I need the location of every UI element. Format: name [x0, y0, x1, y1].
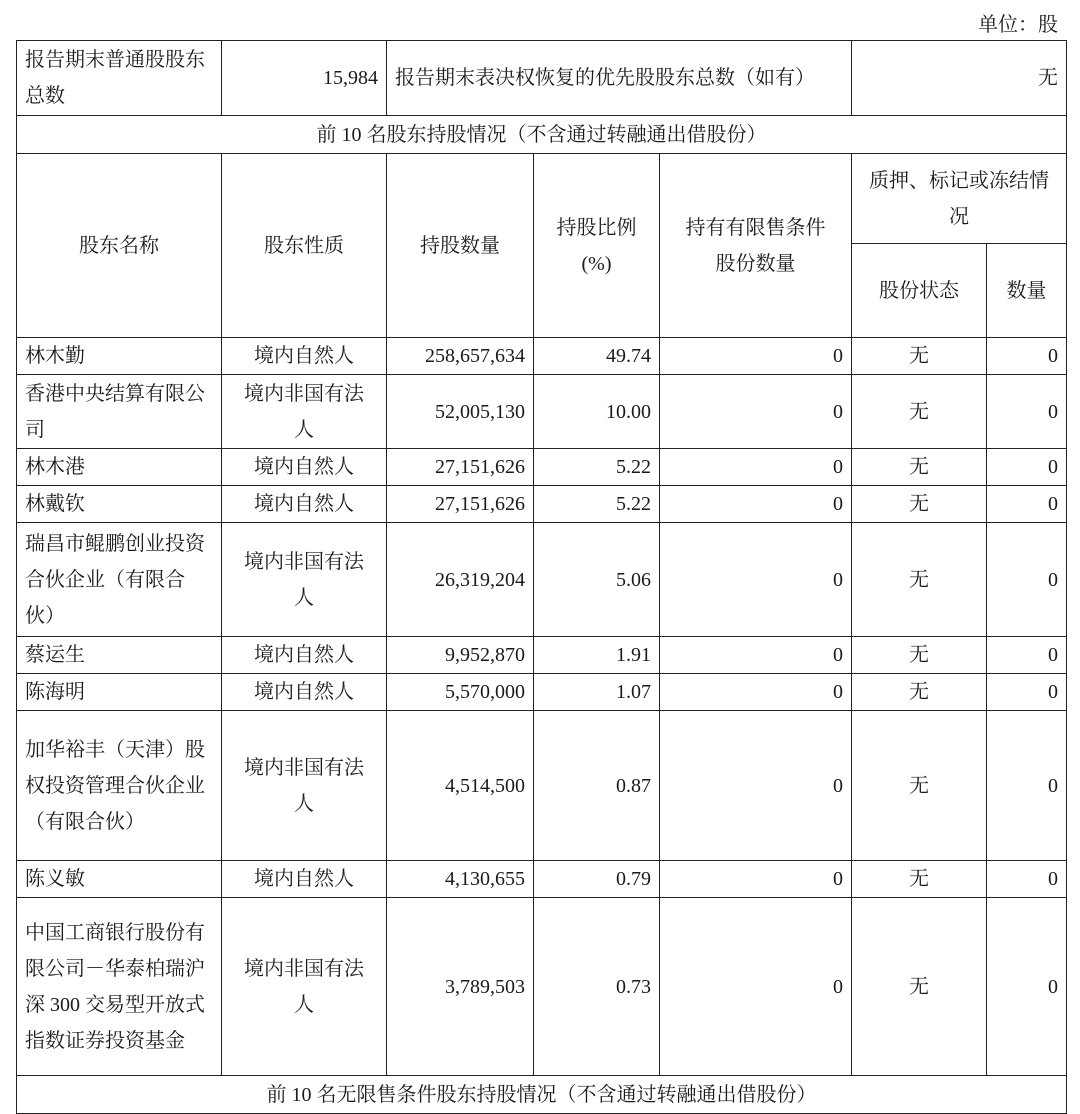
cell-quantity: 0: [987, 711, 1067, 861]
table-row: [17, 861, 1067, 898]
cell-name: 蔡运生: [17, 637, 222, 674]
cell-shares: 4,514,500: [387, 711, 534, 861]
cell-status: 无: [852, 861, 987, 898]
cell-quantity: 0: [987, 861, 1067, 898]
cell-shares: 26,319,204: [387, 523, 534, 637]
cell-ratio: 1.07: [534, 674, 660, 711]
table-row: [17, 375, 1067, 449]
cell-nature: 境内非国有法人: [222, 898, 387, 1076]
cell-restricted: 0: [660, 711, 852, 861]
cell-name: 陈义敏: [17, 861, 222, 898]
table-row: [17, 637, 1067, 674]
cell-nature: 境内非国有法人: [222, 711, 387, 861]
cell-ratio: 1.91: [534, 637, 660, 674]
cell-restricted: 0: [660, 375, 852, 449]
cell-restricted: 0: [660, 523, 852, 637]
cell-shares: 9,952,870: [387, 637, 534, 674]
cell-nature: 境内自然人: [222, 338, 387, 375]
cell-quantity: 0: [987, 674, 1067, 711]
table-row: [17, 711, 1067, 861]
cell-shares: 5,570,000: [387, 674, 534, 711]
cell-name: 林戴钦: [17, 486, 222, 523]
header-pledge-group: 质押、标记或冻结情况: [852, 154, 1067, 244]
cell-shares: 27,151,626: [387, 486, 534, 523]
cell-shares: 258,657,634: [387, 338, 534, 375]
cell-status: 无: [852, 674, 987, 711]
cell-name: 瑞昌市鲲鹏创业投资合伙企业（有限合伙）: [17, 523, 222, 637]
cell-ratio: 5.06: [534, 523, 660, 637]
preferred-holders-label: 报告期末表决权恢复的优先股股东总数（如有）: [387, 41, 852, 116]
cell-quantity: 0: [987, 637, 1067, 674]
cell-name: 林木港: [17, 449, 222, 486]
summary-row: [17, 41, 1067, 116]
table-row: [17, 523, 1067, 637]
cell-ratio: 0.79: [534, 861, 660, 898]
cell-status: 无: [852, 523, 987, 637]
header-name: 股东名称: [17, 154, 222, 338]
cell-status: 无: [852, 375, 987, 449]
cell-nature: 境内自然人: [222, 486, 387, 523]
common-holders-label: 报告期末普通股股东总数: [17, 41, 222, 116]
cell-restricted: 0: [660, 486, 852, 523]
cell-name: 香港中央结算有限公司: [17, 375, 222, 449]
cell-nature: 境内非国有法人: [222, 375, 387, 449]
table-row: [17, 449, 1067, 486]
cell-ratio: 0.87: [534, 711, 660, 861]
cell-restricted: 0: [660, 898, 852, 1076]
cell-quantity: 0: [987, 375, 1067, 449]
cell-status: 无: [852, 711, 987, 861]
cell-shares: 27,151,626: [387, 449, 534, 486]
header-nature: 股东性质: [222, 154, 387, 338]
cell-restricted: 0: [660, 637, 852, 674]
table-row: [17, 338, 1067, 375]
cell-shares: 3,789,503: [387, 898, 534, 1076]
cell-name: 中国工商银行股份有限公司－华泰柏瑞沪深 300 交易型开放式指数证券投资基金: [17, 898, 222, 1076]
table-row: [17, 898, 1067, 1076]
header-ratio: 持股比例(%): [534, 154, 660, 338]
common-holders-value: 15,984: [222, 41, 387, 116]
cell-shares: 52,005,130: [387, 375, 534, 449]
cell-ratio: 0.73: [534, 898, 660, 1076]
cell-ratio: 49.74: [534, 338, 660, 375]
cell-nature: 境内自然人: [222, 637, 387, 674]
unit-label: 单位：股: [978, 14, 1058, 36]
cell-status: 无: [852, 637, 987, 674]
header-shares: 持股数量: [387, 154, 534, 338]
cell-status: 无: [852, 898, 987, 1076]
cell-ratio: 10.00: [534, 375, 660, 449]
top10-title: 前 10 名股东持股情况（不含通过转融通出借股份）: [17, 116, 1067, 154]
cell-restricted: 0: [660, 449, 852, 486]
cell-nature: 境内非国有法人: [222, 523, 387, 637]
cell-status: 无: [852, 338, 987, 375]
preferred-holders-value: 无: [852, 41, 1067, 116]
cell-nature: 境内自然人: [222, 861, 387, 898]
unrestricted-title: 前 10 名无限售条件股东持股情况（不含通过转融通出借股份）: [17, 1076, 1067, 1114]
cell-ratio: 5.22: [534, 486, 660, 523]
cell-nature: 境内自然人: [222, 449, 387, 486]
header-restricted: 持有有限售条件股份数量: [660, 154, 852, 338]
cell-status: 无: [852, 449, 987, 486]
cell-restricted: 0: [660, 338, 852, 375]
cell-ratio: 5.22: [534, 449, 660, 486]
cell-quantity: 0: [987, 449, 1067, 486]
cell-name: 林木勤: [17, 338, 222, 375]
table-row: [17, 674, 1067, 711]
cell-quantity: 0: [987, 486, 1067, 523]
cell-nature: 境内自然人: [222, 674, 387, 711]
cell-shares: 4,130,655: [387, 861, 534, 898]
shareholders-table: [16, 40, 1067, 1114]
cell-status: 无: [852, 486, 987, 523]
cell-name: 陈海明: [17, 674, 222, 711]
header-status: 股份状态: [852, 244, 987, 338]
header-quantity: 数量: [987, 244, 1067, 338]
cell-name: 加华裕丰（天津）股权投资管理合伙企业（有限合伙）: [17, 711, 222, 861]
cell-quantity: 0: [987, 898, 1067, 1076]
cell-quantity: 0: [987, 523, 1067, 637]
table-row: [17, 486, 1067, 523]
cell-quantity: 0: [987, 338, 1067, 375]
cell-restricted: 0: [660, 674, 852, 711]
cell-restricted: 0: [660, 861, 852, 898]
